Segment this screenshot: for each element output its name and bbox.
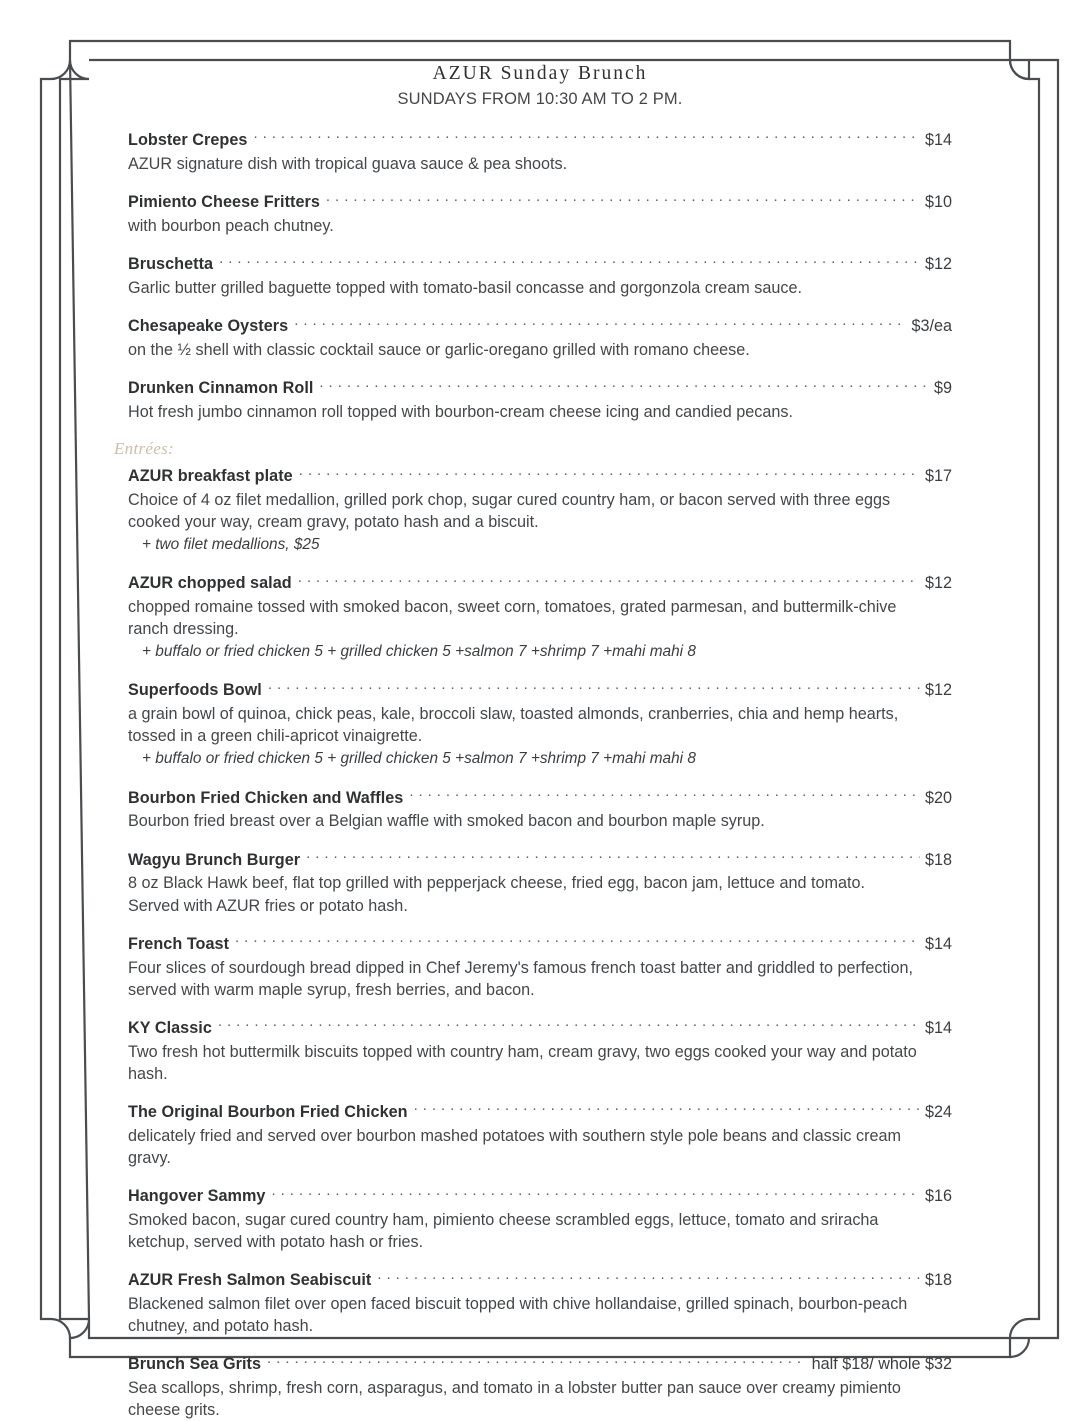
menu-item-price: $9 <box>933 379 952 398</box>
menu-item-header-row <box>128 679 952 702</box>
menu-item <box>128 253 952 299</box>
menu-item <box>128 315 952 361</box>
menu-item-description: Bourbon fried breast over a Belgian waffle with smoked bacon and bourbon maple syrup. <box>128 812 765 831</box>
dot-leader <box>268 679 920 695</box>
dot-leader <box>299 465 920 481</box>
menu-item-price: $10 <box>924 193 952 212</box>
menu-item-header-row <box>128 572 952 595</box>
menu-item-name: Wagyu Brunch Burger <box>128 850 301 869</box>
menu-section <box>128 129 952 423</box>
menu-item-price: $3/ea <box>911 317 952 336</box>
menu-item <box>128 933 952 1001</box>
menu-header <box>128 62 952 111</box>
menu-item-header-row <box>128 1185 952 1208</box>
menu-item-name: The Original Bourbon Fried Chicken <box>128 1102 408 1121</box>
menu-item-header-row <box>128 1269 952 1292</box>
menu-item-description: Sea scallops, shrimp, fresh corn, asparagus, and tomato in a lobster butter pan sauce over creamy pimiento cheese grits. <box>128 1379 901 1420</box>
menu-item-price: $14 <box>924 1018 952 1037</box>
menu-hours-subtitle: SUNDAYS FROM 10:30 AM TO 2 PM. <box>397 90 683 109</box>
menu-item-price: half $18/ whole $32 <box>811 1355 952 1374</box>
dot-leader <box>294 315 906 331</box>
menu-item-description: AZUR signature dish with tropical guava sauce & pea shoots. <box>128 154 568 173</box>
dot-leader <box>271 1185 920 1201</box>
dot-leader <box>219 253 920 269</box>
page-title: AZUR Sunday Brunch <box>432 63 648 84</box>
menu-item-header-row <box>128 933 952 956</box>
menu-item-name: Brunch Sea Grits <box>128 1355 262 1374</box>
menu-item-header-row <box>128 1101 952 1124</box>
dot-leader <box>306 848 920 864</box>
menu-item <box>128 1017 952 1085</box>
menu-item-price: $18 <box>924 1271 952 1290</box>
menu-item-description: Garlic butter grilled baguette topped with tomato-basil concasse and gorgonzola cream sauce. <box>128 279 802 298</box>
dot-leader <box>218 1017 920 1033</box>
menu-item-name: Hangover Sammy <box>128 1187 266 1206</box>
menu-item-addon: + buffalo or fried chicken 5 + grilled chicken 5 +salmon 7 +shrimp 7 +mahi mahi 8 <box>142 750 696 768</box>
menu-item-description: delicately fried and served over bourbon mashed potatoes with southern style pole beans and classic cream gravy. <box>128 1126 901 1167</box>
menu-item-name: Superfoods Bowl <box>128 681 262 700</box>
menu-item <box>128 465 952 556</box>
menu-item-header-row <box>128 786 952 809</box>
menu-item <box>128 786 952 832</box>
menu-item <box>128 848 952 916</box>
menu-item <box>128 679 952 770</box>
menu-item-price: $14 <box>924 131 952 149</box>
dot-leader <box>298 572 920 588</box>
menu-item-name: Bourbon Fried Chicken and Waffles <box>128 788 404 807</box>
menu-item <box>128 1101 952 1169</box>
menu-item-header-row <box>128 377 952 400</box>
menu-item-name: Drunken Cinnamon Roll <box>128 379 314 398</box>
menu-item-description: Smoked bacon, sugar cured country ham, pimiento cheese scrambled eggs, lettuce, tomato and sriracha ketchup, served with potato hash or fries. <box>128 1210 879 1251</box>
menu-item-header-row <box>128 1353 952 1376</box>
menu-item-price: $18 <box>924 850 952 869</box>
menu-item-name: AZUR breakfast plate <box>128 467 293 486</box>
menu-item-header-row <box>128 191 952 214</box>
menu-item-description: on the ½ shell with classic cocktail sauce or garlic-oregano grilled with romano cheese. <box>128 341 750 360</box>
menu-item-price: $24 <box>924 1102 952 1121</box>
menu-item-price: $17 <box>924 467 952 486</box>
menu-item-description: Hot fresh jumbo cinnamon roll topped with bourbon-cream cheese icing and candied pecans. <box>128 403 793 422</box>
menu-item-header-row <box>128 315 952 338</box>
menu-item-description: 8 oz Black Hawk beef, flat top grilled with pepperjack cheese, fried egg, bacon jam, lettuce and tomato. Served with AZUR fries or potato hash. <box>128 874 865 915</box>
menu-item-description: a grain bowl of quinoa, chick peas, kale, broccoli slaw, toasted almonds, cranberries, chia and hemp hearts, tossed in a green chili-apricot vinaigrette. <box>128 705 899 746</box>
dot-leader <box>235 933 920 949</box>
menu-item <box>128 572 952 663</box>
menu-item-price: $12 <box>924 681 952 700</box>
menu-sections <box>114 129 952 1421</box>
menu-item-name: Lobster Crepes <box>128 131 248 149</box>
menu-item-description: with bourbon peach chutney. <box>128 216 334 235</box>
menu-item-description: Blackened salmon filet over open faced biscuit topped with chive hollandaise, grilled spinach, bourbon-peach chutney, and potato hash. <box>128 1295 908 1336</box>
menu-item <box>128 377 952 423</box>
section-heading: Entrées: <box>114 439 174 459</box>
dot-leader <box>414 1101 920 1117</box>
menu-item-name: French Toast <box>128 934 230 953</box>
menu-item-header-row <box>128 129 952 152</box>
dot-leader <box>326 191 920 207</box>
dot-leader <box>377 1269 920 1285</box>
dot-leader <box>319 377 929 393</box>
menu-item-addon: + two filet medallions, $25 <box>142 536 320 554</box>
menu-item-price: $12 <box>924 255 952 274</box>
menu-item-name: AZUR chopped salad <box>128 574 292 593</box>
menu-item <box>128 129 952 175</box>
menu-item <box>128 1353 952 1421</box>
menu-item <box>128 191 952 237</box>
menu-item-name: AZUR Fresh Salmon Seabiscuit <box>128 1271 372 1290</box>
menu-item-name: Bruschetta <box>128 255 214 274</box>
menu-item-price: $14 <box>924 934 952 953</box>
menu-item-description: Choice of 4 oz filet medallion, grilled pork chop, sugar cured country ham, or bacon served with three eggs cooked your way, cream gravy, potato hash and a biscuit. <box>128 491 891 532</box>
menu-item-header-row <box>128 253 952 276</box>
menu-item-name: KY Classic <box>128 1018 212 1037</box>
menu-item-description: Two fresh hot buttermilk biscuits topped with country ham, cream gravy, two eggs cooked your way and potato hash. <box>128 1042 917 1083</box>
menu-item-name: Chesapeake Oysters <box>128 317 289 336</box>
menu-item-header-row <box>128 1017 952 1040</box>
dot-leader <box>253 129 920 145</box>
menu-item-header-row <box>128 465 952 488</box>
menu-item <box>128 1269 952 1337</box>
menu-item-price: $20 <box>924 788 952 807</box>
menu-item-addon: + buffalo or fried chicken 5 + grilled chicken 5 +salmon 7 +shrimp 7 +mahi mahi 8 <box>142 643 696 661</box>
dot-leader <box>267 1353 807 1369</box>
menu-item-header-row <box>128 848 952 871</box>
menu-section <box>114 439 952 1421</box>
menu-item-name: Pimiento Cheese Fritters <box>128 193 320 212</box>
dot-leader <box>409 786 920 802</box>
menu-item-price: $12 <box>924 574 952 593</box>
menu-item-description: chopped romaine tossed with smoked bacon, sweet corn, tomatoes, grated parmesan, and buttermilk-chive ranch dressing. <box>128 598 897 639</box>
menu-item-description: Four slices of sourdough bread dipped in Chef Jeremy's famous french toast batter and griddled to perfection, served with warm maple syrup, fresh berries, and bacon. <box>128 958 914 999</box>
menu-item-price: $16 <box>924 1187 952 1206</box>
menu-item <box>128 1185 952 1253</box>
